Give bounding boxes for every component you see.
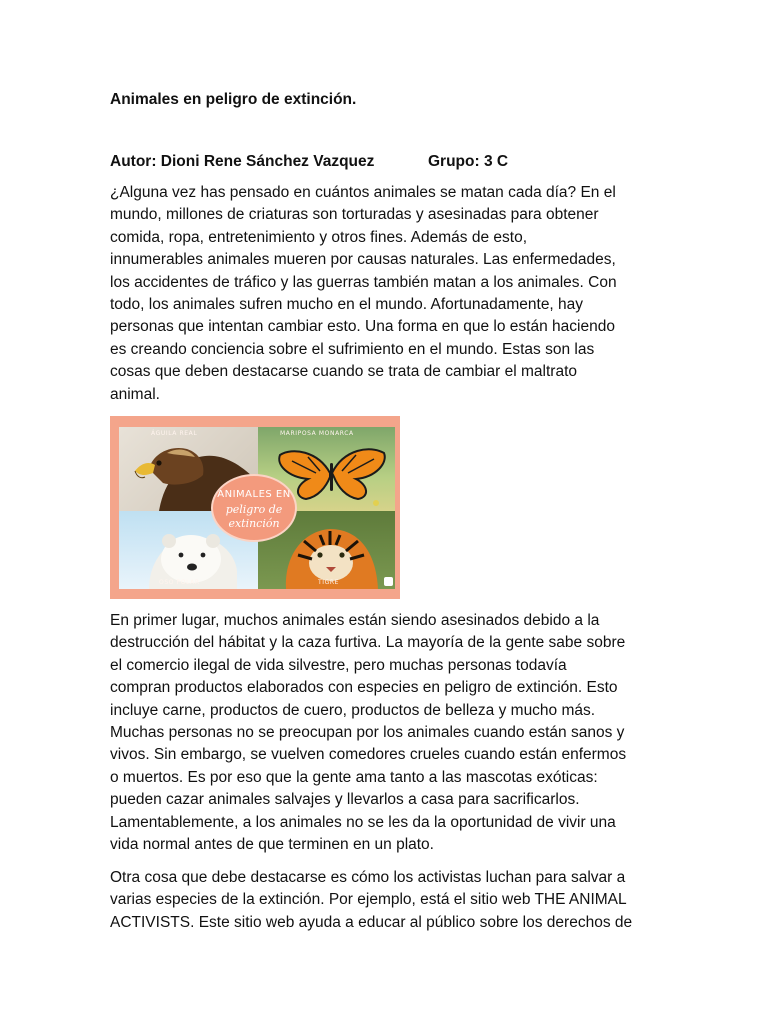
butterfly-label: MARIPOSA MONARCA <box>280 430 354 437</box>
text-line: destrucción del hábitat y la caza furtiva. La mayoría de la gente sabe sobre <box>110 634 626 652</box>
badge-line-3: extinción <box>228 517 280 530</box>
badge-line-2: peligro de <box>225 503 283 516</box>
text-line: mundo, millones de criaturas son torturadas y asesinadas para obtener <box>110 206 599 224</box>
text-line: Lamentablemente, a los animales no se les da la oportunidad de vivir una <box>110 813 616 831</box>
text-line: cosas que deben destacarse cuando se trata de cambiar el maltrato <box>110 363 577 381</box>
text-line: innumerables animales mueren por causas naturales. Las enfermedades, <box>110 251 616 269</box>
text-line: el comercio ilegal de vida silvestre, pero muchas personas todavía <box>110 656 567 674</box>
badge-line-1: ANIMALES EN <box>217 489 291 500</box>
text-line: todo, los animales sufren mucho en el mundo. Afortunadamente, hay <box>110 296 584 314</box>
paragraph-habitat <box>110 610 658 856</box>
text-line: ¿Alguna vez has pensado en cuántos animales se matan cada día? En el <box>110 184 616 201</box>
text-line: pueden cazar animales salvajes y llevarlos a casa para sacrificarlos. <box>110 791 580 809</box>
logo-mark-icon <box>384 577 393 586</box>
text-line: incluye carne, productos de cuero, productos de belleza y mucho más. <box>110 701 596 719</box>
text-line: compran productos elaborados con especies en peligro de extinción. Esto <box>110 679 618 697</box>
title-badge <box>211 474 297 542</box>
author-name: Autor: Dioni Rene Sánchez Vazquez <box>110 153 375 170</box>
text-line: animal. <box>110 385 160 403</box>
text-line: vida normal antes de que terminen en un plato. <box>110 836 434 854</box>
text-line: Muchas personas no se preocupan por los animales cuando están sanos y <box>110 724 625 742</box>
text-line: varias especies de la extinción. Por ejemplo, está el sitio web THE ANIMAL <box>110 891 627 909</box>
eagle-label: ÁGUILA REAL <box>151 430 198 437</box>
text-line: ACTIVISTS. Este sitio web ayuda a educar al público sobre los derechos de <box>110 913 633 931</box>
group-label: Grupo: 3 C <box>428 153 509 170</box>
paragraph-intro <box>110 182 658 406</box>
text-line: comida, ropa, entretenimiento y otros fines. Además de esto, <box>110 228 528 246</box>
text-line: En primer lugar, muchos animales están siendo asesinados debido a la <box>110 612 600 629</box>
text-line: los accidentes de tráfico y las guerras también matan a los animales. Con <box>110 273 617 291</box>
text-line: Otra cosa que debe destacarse es cómo los activistas luchan para salvar a <box>110 869 626 886</box>
paragraph-activists <box>110 867 658 934</box>
text-line: es creando conciencia sobre el sufrimiento en el mundo. Estas son las <box>110 340 595 358</box>
endangered-animals-image <box>110 416 400 599</box>
author-line <box>110 152 509 172</box>
tiger-label: TIGRE <box>318 579 340 586</box>
text-line: personas que intentan cambiar esto. Una forma en que lo están haciendo <box>110 318 615 336</box>
document-title: Animales en peligro de extinción. <box>110 91 357 108</box>
text-line: o muertos. Es por eso que la gente ama tanto a las mascotas exóticas: <box>110 768 598 786</box>
bear-label: OSO POLAR <box>159 579 200 586</box>
text-line: vivos. Sin embargo, se vuelven comedores crueles cuando están enfermos <box>110 746 627 764</box>
